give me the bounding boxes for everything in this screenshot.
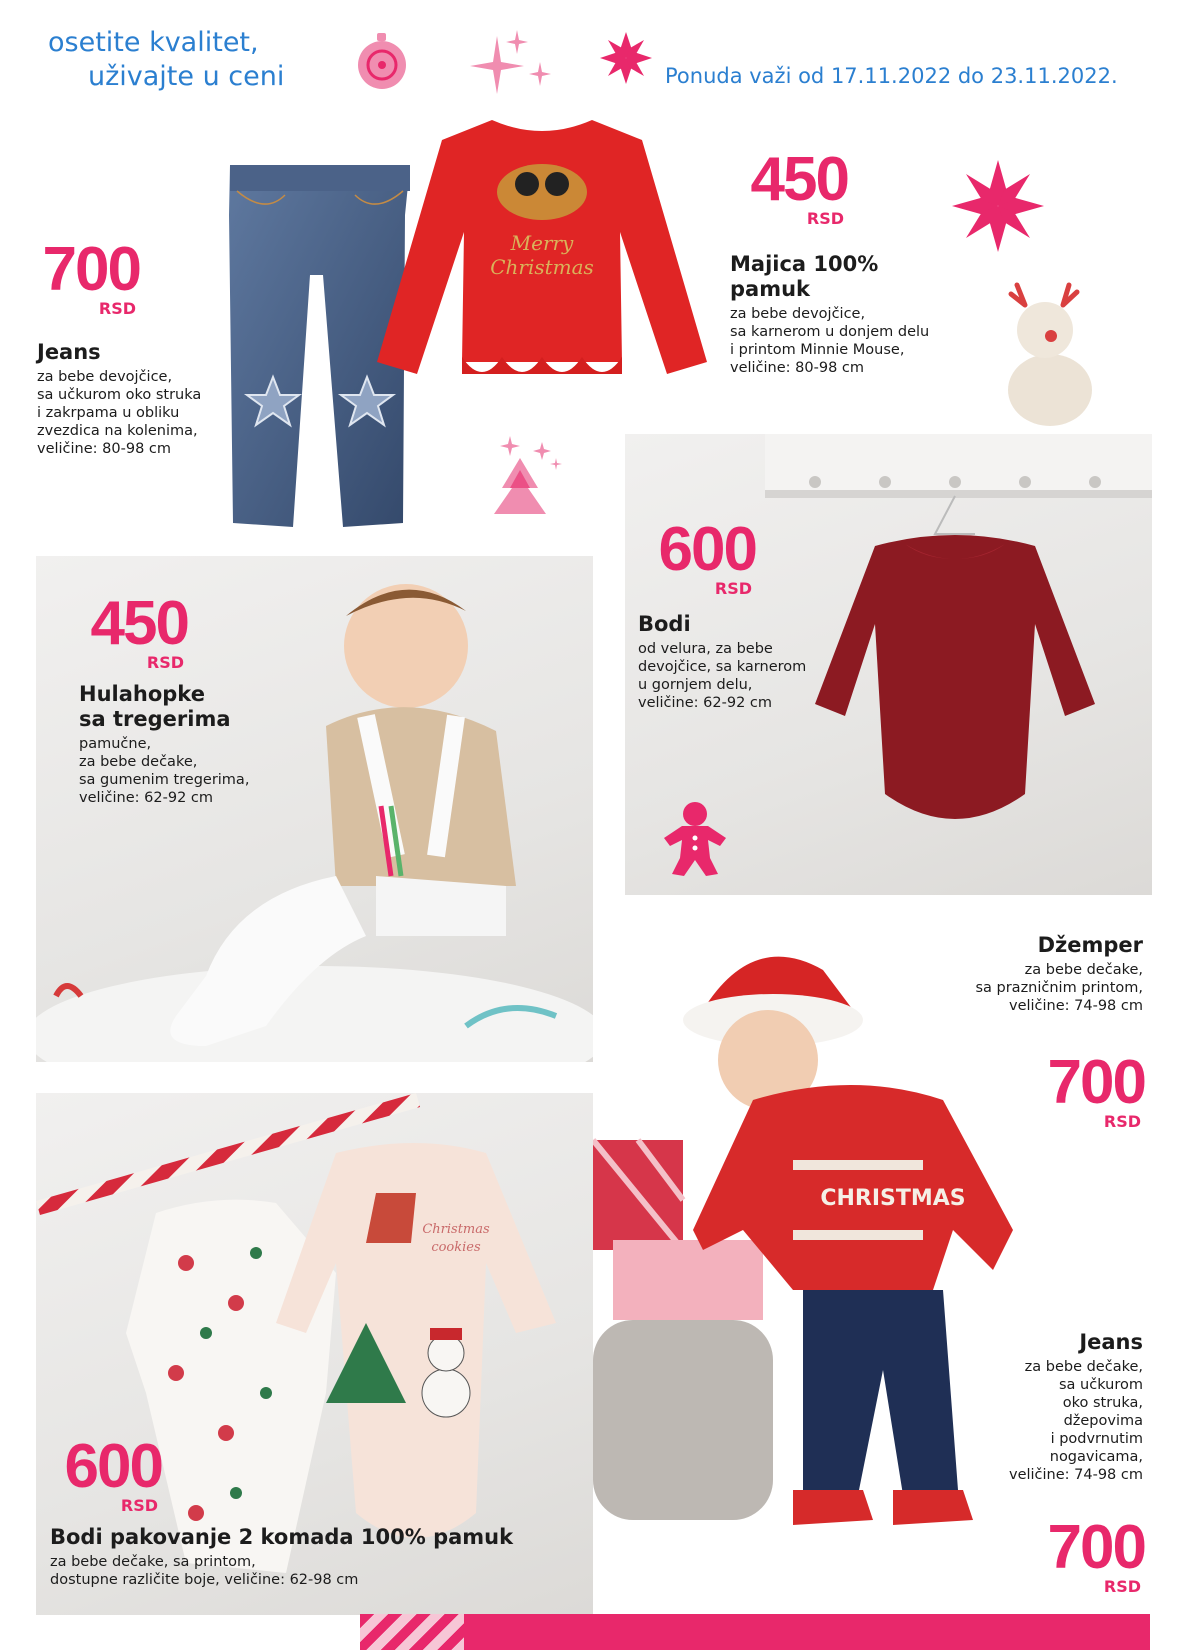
footer-stripe-bar [360, 1614, 1150, 1650]
slogan-line-1: osetite kvalitet, [48, 27, 259, 58]
price-currency: RSD [120, 1496, 158, 1515]
price-value: 450 [90, 589, 188, 658]
price-currency: RSD [98, 299, 136, 318]
product-title-jeans-boys: Jeans [1079, 1330, 1143, 1354]
print-text-merry: Merry [510, 231, 574, 255]
gingerbread-icon [660, 798, 730, 878]
offer-validity: Ponuda važi od 17.11.2022 do 23.11.2022. [665, 64, 1118, 88]
product-title-dzemper: Džemper [1037, 933, 1143, 957]
price-value: 700 [42, 235, 140, 304]
product-desc-bodi-velur: od velura, za bebe devojčice, sa karnerom u gornjem delu, veličine: 62-92 cm [638, 641, 807, 711]
product-title-bodi-velur: Bodi [638, 612, 691, 636]
price-bodi-velur [638, 515, 756, 598]
print-text-cookies: cookies [431, 1240, 481, 1255]
snowflake-icon [598, 30, 654, 86]
product-title-jeans-girls: Jeans [37, 340, 101, 364]
price-bodi-2pack [48, 1432, 162, 1515]
majica-image [372, 112, 712, 402]
title-line-2: pamuk [730, 277, 811, 301]
slogan [48, 26, 284, 94]
title-line-1: Majica 100% [730, 252, 879, 276]
product-desc-jeans-girls: za bebe devojčice, sa učkurom oko struka i zakrpama u obliku zvezdica na kolenima, veličine: 80-98 cm [37, 369, 202, 457]
product-title-hulahopke [79, 682, 231, 732]
plush-reindeer-image [995, 280, 1105, 430]
product-desc-dzemper: za bebe dečake, sa prazničnim printom, veličine: 74-98 cm [975, 962, 1143, 1014]
price-jeans-girls [30, 235, 140, 318]
slogan-line-2: uživajte u ceni [88, 61, 285, 92]
price-value: 700 [1047, 1513, 1145, 1582]
snowflake-large-icon [950, 158, 1046, 254]
price-currency: RSD [1103, 1577, 1141, 1596]
ornament-icon [352, 30, 412, 90]
print-text-christmas: Christmas [490, 255, 594, 279]
product-desc-majica: za bebe devojčice, sa karnerom u donjem delu i printom Minnie Mouse, veličine: 80-98 cm [730, 306, 930, 376]
sweater-print-text: CHRISTMAS [820, 1186, 966, 1211]
price-currency: RSD [806, 209, 844, 228]
product-desc-jeans-boys: za bebe dečake, sa učkurom oko struka, džepovima i podvrnutim nogavicama, veličine: 74-98 cm [1008, 1359, 1143, 1483]
price-currency: RSD [1103, 1112, 1141, 1131]
christmas-tree-icon [490, 436, 570, 526]
product-title-majica [730, 252, 878, 302]
price-value: 450 [750, 145, 848, 214]
price-hulahopke [78, 589, 188, 672]
price-value: 600 [64, 1432, 162, 1501]
product-desc-bodi-2pack: za bebe dečake, sa printom, dostupne različite boje, veličine: 62-98 cm [50, 1554, 359, 1588]
print-text-christmas: Christmas [422, 1222, 490, 1237]
sparkle-stars-icon [462, 26, 552, 96]
price-currency: RSD [146, 653, 184, 672]
price-value: 600 [658, 515, 756, 584]
title-line-2: sa tregerima [79, 707, 231, 731]
price-currency: RSD [714, 579, 752, 598]
product-desc-hulahopke: pamučne, za bebe dečake, sa gumenim tregerima, veličine: 62-92 cm [79, 736, 250, 806]
price-jeans-boys [1020, 1513, 1145, 1596]
price-dzemper [1020, 1048, 1145, 1131]
footer-stripe-solid [464, 1614, 1150, 1650]
title-line-1: Hulahopke [79, 682, 205, 706]
product-title-bodi-2pack: Bodi pakovanje 2 komada 100% pamuk [50, 1525, 514, 1549]
price-majica [728, 145, 848, 228]
price-value: 700 [1047, 1048, 1145, 1117]
